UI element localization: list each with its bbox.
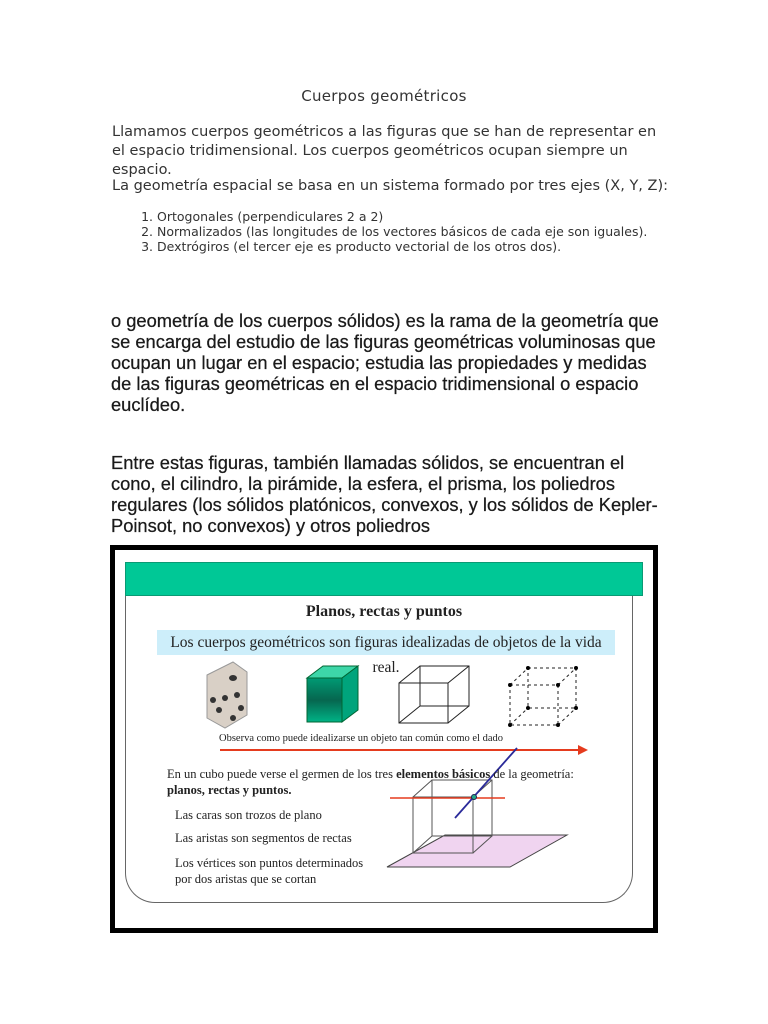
axes-list	[112, 209, 647, 254]
figure-heading: Planos, rectas y puntos	[305, 603, 463, 620]
intro-paragraph: Llamamos cuerpos geométricos a las figuras que se han de representar en el espacio tridimensional. Los cuerpos geométricos ocupan siempre un espacio.	[112, 124, 657, 178]
wireframe-cube-icon	[399, 666, 469, 723]
list-item: 1. Ortogonales (perpendiculares 2 a 2)	[157, 209, 647, 224]
figure-item-vertices: Los vértices son puntos determinados	[175, 856, 364, 870]
figure-caption: Observa como puede idealizarse un objeto tan común como el dado	[219, 733, 503, 744]
figure-item-faces: Las caras son trozos de plano	[175, 808, 322, 822]
figures-paragraph: Entre estas figuras, también llamadas sólidos, se encuentran el cono, el cilindro, la pirámide, la esfera, el prisma, los poliedros regulares (los sólidos platónicos, convexos, y los sólidos de Kepler-Poinsot, no convexos) y otros poliedros	[111, 452, 658, 536]
figure-item-edges: Las aristas son segmentos de rectas	[175, 831, 352, 845]
vertices-cube-icon	[508, 666, 578, 727]
figure-band: Los cuerpos geométricos son figuras idealizadas de objetos de la vida real.	[157, 630, 615, 655]
text-part: En un cubo puede verse el germen de los tres	[167, 767, 397, 781]
figure-item-vertices-2: por dos aristas que se cortan	[175, 872, 317, 886]
text-part: de la geometría:	[490, 767, 574, 781]
figure-text-intro	[167, 767, 574, 782]
text-bold: elementos básicos	[396, 767, 491, 781]
geometry-figure	[110, 545, 658, 933]
dice-icon	[207, 662, 247, 728]
axes-intro: La geometría espacial se basa en un sistema formado por tres ejes (X, Y, Z):	[112, 178, 668, 194]
list-item: 2. Normalizados (las longitudes de los vectores básicos de cada eje son iguales).	[157, 224, 647, 239]
solid-cube-icon	[307, 666, 358, 722]
solid-geometry-paragraph: o geometría de los cuerpos sólidos) es la rama de la geometría que se encarga del estudio de las figuras geométricas voluminosas que ocupan un lugar en el espacio; estudia las propiedades y medidas de las figuras geométricas en el espacio tridimensional o espacio euclídeo.	[111, 310, 659, 415]
page-title: Cuerpos geométricos	[301, 87, 467, 105]
figure-text-elements: planos, rectas y puntos.	[167, 783, 292, 797]
cube-plane-line-diagram	[387, 748, 567, 867]
list-item: 3. Dextrógiros (el tercer eje es producto vectorial de los otros dos).	[157, 239, 647, 254]
red-arrow-icon	[220, 745, 588, 755]
